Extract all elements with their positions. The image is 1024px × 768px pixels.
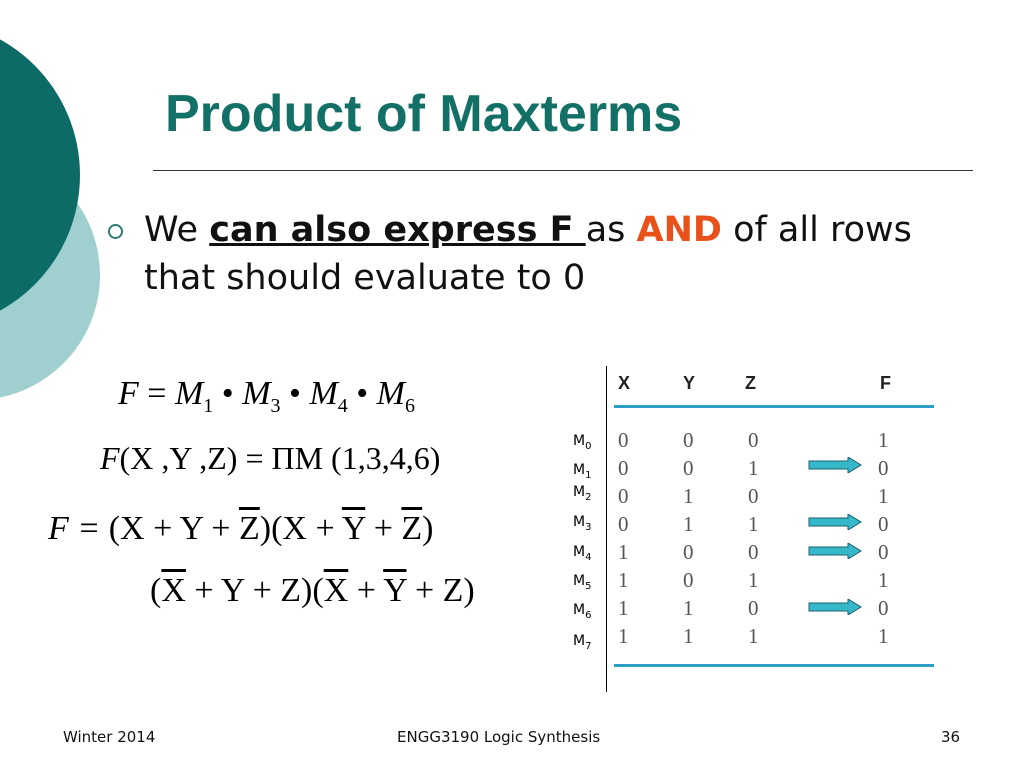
row-label-m2: $M_2$ xyxy=(573,484,592,503)
equation-expanded-line2: $(\overline{X} + Y + Z)(\overline{X} + \overline{Y} + Z)$ xyxy=(150,572,475,609)
table-cell: 0 xyxy=(618,512,629,536)
row-label-m0: $M_0$ xyxy=(573,433,592,452)
table-cell: 1 xyxy=(683,624,694,648)
header-f: F xyxy=(880,373,891,393)
equation-pi-notation: F(X ,Y ,Z) = ΠM (1,3,4,6) xyxy=(100,440,441,476)
table-cell: 0 xyxy=(683,540,694,564)
title-divider xyxy=(153,170,973,171)
row-arrow-icon xyxy=(808,457,862,473)
equation-maxterm-product: $F = M_1$ • $M_3$ • $M_4$ • $M_6$ xyxy=(118,375,415,417)
row-label-m5: $M_5$ xyxy=(573,573,592,592)
bullet-text xyxy=(144,206,964,302)
table-cell: 1 xyxy=(618,596,629,620)
table-cell: 1 xyxy=(878,568,889,592)
table-cell: 0 xyxy=(683,456,694,480)
table-cell: 1 xyxy=(878,484,889,508)
table-bottom-bar xyxy=(614,664,934,667)
table-cell: 1 xyxy=(683,512,694,536)
page-number: 36 xyxy=(941,728,961,746)
bullet-part2: as xyxy=(585,210,637,250)
table-cell: 1 xyxy=(683,484,694,508)
row-arrow-icon xyxy=(808,599,862,615)
table-cell: 1 xyxy=(683,596,694,620)
table-cell: 0 xyxy=(748,540,759,564)
table-cell: 0 xyxy=(878,540,889,564)
table-cell: 0 xyxy=(748,428,759,452)
table-cell: 1 xyxy=(618,568,629,592)
table-cell: 1 xyxy=(748,512,759,536)
table-cell: 0 xyxy=(748,596,759,620)
bullet-part3: of all rows that should evaluate to 0 xyxy=(144,210,912,298)
row-label-m7: $M_7$ xyxy=(573,633,592,652)
bullet-circle-icon xyxy=(108,224,123,239)
table-left-rule xyxy=(606,366,607,692)
table-cell: 1 xyxy=(748,624,759,648)
row-arrow-icon xyxy=(808,543,862,559)
footer-date: Winter 2014 xyxy=(63,728,156,746)
table-cell: 0 xyxy=(618,484,629,508)
table-cell: 1 xyxy=(878,624,889,648)
table-cell: 0 xyxy=(683,568,694,592)
table-cell: 1 xyxy=(618,540,629,564)
table-top-bar xyxy=(614,405,934,408)
bullet-part1: We xyxy=(144,210,210,250)
slide-title: Product of Maxterms xyxy=(165,85,683,143)
table-cell: 1 xyxy=(618,624,629,648)
table-cell: 0 xyxy=(878,512,889,536)
row-arrow-icon xyxy=(808,514,862,530)
table-cell: 1 xyxy=(748,568,759,592)
row-label-m4: $M_4$ xyxy=(573,544,592,563)
table-cell: 0 xyxy=(618,456,629,480)
header-z: Z xyxy=(745,373,756,393)
footer-course: ENGG3190 Logic Synthesis xyxy=(397,728,601,746)
bullet-and: AND xyxy=(636,210,722,250)
table-cell: 0 xyxy=(618,428,629,452)
header-x: X xyxy=(618,373,631,393)
table-cell: 0 xyxy=(683,428,694,452)
header-y: Y xyxy=(683,373,696,393)
bullet-underlined: can also express F xyxy=(209,210,586,250)
table-cell: 0 xyxy=(878,596,889,620)
table-cell: 1 xyxy=(878,428,889,452)
row-label-m6: $M_6$ xyxy=(573,602,592,621)
table-cell: 0 xyxy=(748,484,759,508)
table-cell: 1 xyxy=(748,456,759,480)
equation-expanded-line1: $F = (X + Y + \overline{Z})(X + \overline{Y} + \overline{Z})$ xyxy=(48,510,434,547)
row-label-m3: $M_3$ xyxy=(573,514,592,533)
row-label-m1: $M_1$ xyxy=(573,462,592,481)
table-cell: 0 xyxy=(878,456,889,480)
